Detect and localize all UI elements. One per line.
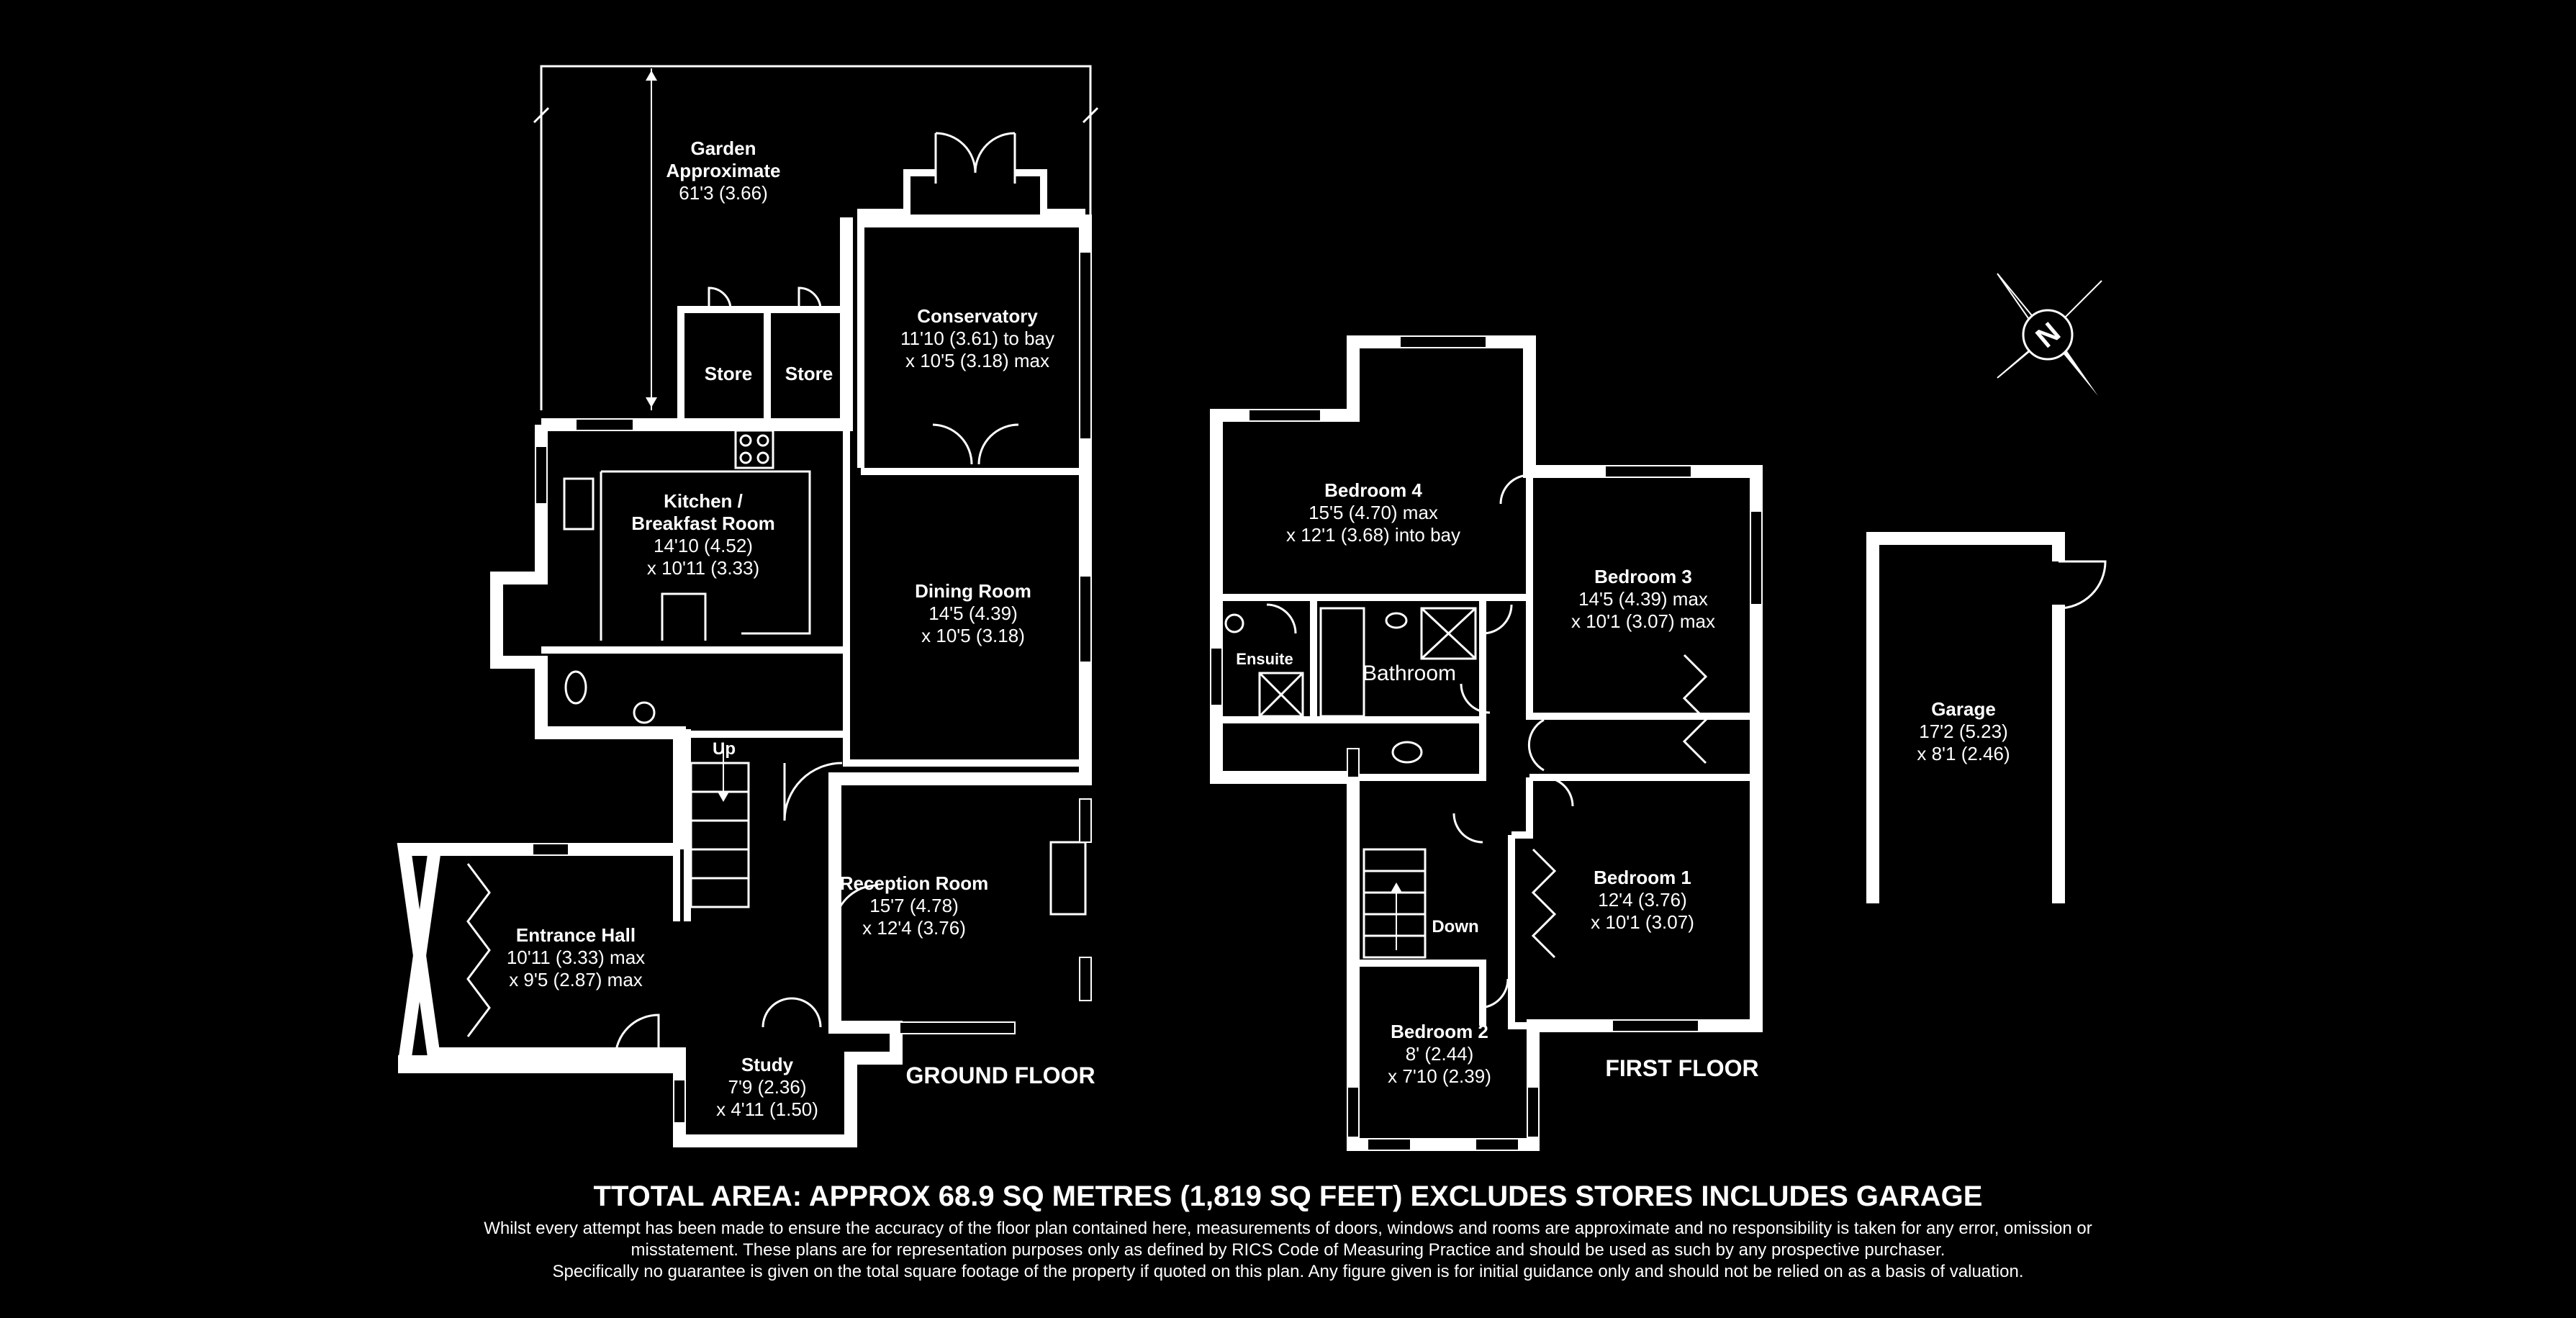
- bathroom-label: Bathroom: [1362, 662, 1457, 685]
- staircase-first: [1364, 849, 1425, 957]
- window: [900, 1022, 1015, 1034]
- window: [674, 1080, 685, 1123]
- window: [1400, 336, 1486, 348]
- reception-fireplace: [1051, 842, 1085, 914]
- conservatory-french-doors: [936, 133, 1015, 184]
- garden-label: Garden: [690, 137, 756, 159]
- kitchen-sink: [564, 479, 593, 529]
- window: [1249, 410, 1321, 421]
- study-dimension: 7'9 (2.36): [728, 1076, 807, 1098]
- bedroom1-wardrobe-zigzag: [1533, 849, 1555, 957]
- study-label: Study: [741, 1054, 794, 1075]
- window: [1612, 1020, 1699, 1032]
- bedroom4-dimension: x 12'1 (3.68) into bay: [1286, 524, 1460, 546]
- dining-label: Dining Room: [915, 580, 1031, 602]
- bedroom1-dimension: 12'4 (3.76): [1598, 889, 1687, 911]
- entrance-hall-dimension: 10'11 (3.33) max: [506, 947, 646, 968]
- study-door-arcs: [763, 998, 821, 1027]
- kitchen-label: Breakfast Room: [631, 513, 775, 534]
- entrance-hall-label: Entrance Hall: [515, 924, 636, 946]
- staircase-ground: [691, 749, 749, 907]
- dining-dimension: 14'5 (4.39): [928, 602, 1018, 624]
- bedroom3-dimension: x 10'1 (3.07) max: [1571, 610, 1716, 632]
- conservatory-dimension: 11'10 (3.61) to bay: [900, 328, 1055, 349]
- bedroom4-label: Bedroom 4: [1324, 479, 1422, 501]
- store-label: Store: [704, 363, 753, 384]
- total-area-heading: TTOTAL AREA: APPROX 68.9 SQ METRES (1,819 SQ FEET) EXCLUDES STORES INCLUDES GARAGE: [593, 1181, 1983, 1212]
- window: [533, 844, 569, 855]
- window: [1080, 957, 1091, 1001]
- bathroom-bath: [1321, 608, 1364, 716]
- bedroom2-dimension: x 7'10 (2.39): [1388, 1065, 1491, 1087]
- bedroom1-label: Bedroom 1: [1594, 867, 1691, 888]
- garden-dimension: 61'3 (3.66): [679, 182, 768, 204]
- window: [535, 446, 547, 504]
- ground-floor-title: GROUND FLOOR: [905, 1062, 1095, 1088]
- garage-door-arc: [2058, 561, 2105, 608]
- bedroom2-label: Bedroom 2: [1391, 1021, 1488, 1042]
- disclaimer-line: Specifically no guarantee is given on the total square footage of the property if quoted on this plan. Any figure given is for initial guidance only and should not be relied on as a basis of valuation.: [552, 1262, 2024, 1281]
- garden-arrow-head-top: [646, 71, 657, 81]
- reception-dimension: 15'7 (4.78): [869, 895, 959, 916]
- window: [1527, 1087, 1539, 1137]
- window: [1080, 576, 1091, 662]
- stairs-up-label: Up: [713, 739, 736, 759]
- landing-toilet: [1393, 742, 1422, 762]
- garage-dimension: x 8'1 (2.46): [1917, 743, 2010, 764]
- conservatory-dimension: x 10'5 (3.18) max: [905, 350, 1050, 371]
- garden-label: Approximate: [666, 160, 781, 181]
- first-floor-interior-walls: [1216, 471, 1756, 1026]
- window: [1475, 1139, 1519, 1150]
- reception-label: Reception Room: [839, 872, 989, 894]
- window: [1080, 799, 1091, 842]
- store-label: Store: [785, 363, 833, 384]
- bedroom3-wardrobe-zigzag: [1684, 655, 1706, 763]
- compass-rose: [1997, 274, 2102, 396]
- conservatory-bay: [861, 173, 1085, 221]
- window: [1750, 511, 1762, 605]
- bedroom3-dimension: 14'5 (4.39) max: [1578, 588, 1708, 610]
- window: [1347, 1087, 1359, 1137]
- dining-french-doors: [933, 425, 1018, 464]
- kitchen-dimension: 14'10 (4.52): [654, 535, 753, 556]
- garden-arrow-head-bottom: [646, 397, 657, 407]
- bedroom1-dimension: x 10'1 (3.07): [1591, 911, 1694, 933]
- entrance-wardrobe-zigzag: [468, 864, 489, 1037]
- bedroom2-dimension: 8' (2.44): [1405, 1043, 1474, 1065]
- ensuite-toilet: [1226, 615, 1243, 632]
- kitchen-hob: [736, 430, 773, 468]
- bedroom3-label: Bedroom 3: [1594, 566, 1692, 587]
- study-dimension: x 4'11 (1.50): [716, 1098, 818, 1120]
- disclaimer-line: Whilst every attempt has been made to ensure the accuracy of the floor plan contained here, measurements of doors, windows and rooms are approximate and no responsibility is taken for any error, omission or: [484, 1219, 2092, 1238]
- ensuite-label: Ensuite: [1236, 650, 1293, 668]
- bedroom4-dimension: 15'5 (4.70) max: [1309, 502, 1438, 523]
- conservatory-label: Conservatory: [917, 305, 1038, 327]
- stairs-down-label: Down: [1432, 917, 1479, 936]
- garage-label: Garage: [1931, 698, 1996, 720]
- window: [1368, 1139, 1411, 1150]
- first-floor-title: FIRST FLOOR: [1605, 1055, 1759, 1081]
- window: [1347, 749, 1359, 777]
- window: [1211, 648, 1222, 705]
- wc-basin: [634, 703, 654, 723]
- kitchen-dimension: x 10'11 (3.33): [646, 557, 760, 579]
- entrance-hall-dimension: x 9'5 (2.87) max: [509, 969, 643, 990]
- kitchen-label: Kitchen /: [664, 490, 743, 512]
- wc-toilet: [566, 672, 586, 703]
- reception-dimension: x 12'4 (3.76): [862, 917, 966, 939]
- window: [1080, 252, 1091, 439]
- dining-dimension: x 10'5 (3.18): [921, 625, 1025, 646]
- room-labels: [507, 137, 2010, 1120]
- kitchen-peninsula: [662, 594, 705, 641]
- compass-north-label: N: [2030, 316, 2066, 354]
- disclaimer-line: misstatement. These plans are for representation purposes only as defined by RICS Code of Measuring Practice and should be used as such by any prospective purchaser.: [631, 1240, 1945, 1260]
- window: [576, 419, 633, 430]
- garage-dimension: 17'2 (5.23): [1919, 721, 2008, 742]
- window: [1605, 466, 1691, 477]
- bathroom-basin: [1386, 613, 1406, 628]
